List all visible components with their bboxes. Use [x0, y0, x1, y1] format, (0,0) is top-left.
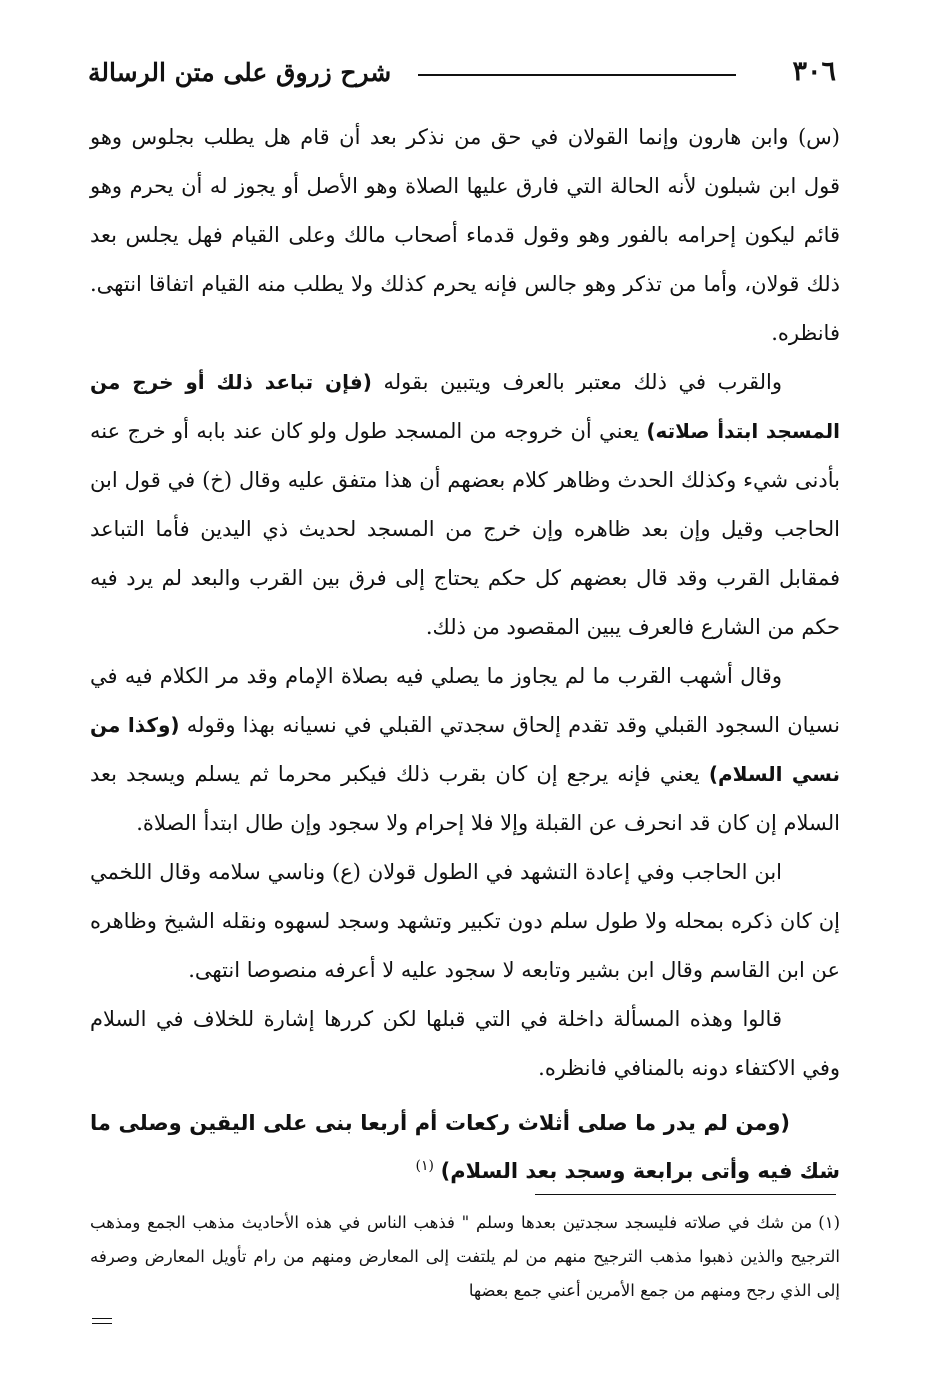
continuation-mark — [92, 1318, 112, 1319]
footnotes — [90, 1206, 840, 1308]
matn-question — [90, 1099, 840, 1195]
paragraph-1: (س) وابن هارون وإنما القولان في حق من نذكر بعد أن قام هل يطلب بجلوس وهو قول ابن شبلون لأنه الحالة التي فارق عليها الصلاة وهو الأصل أو يجوز له أن يحرم وهو قائم ليكون إحرامه بالفور وهو وقول قدماء أصحاب مالك وعلى القيام فهل يجلس بعد ذلك قولان، وأما من تذكر وهو جالس فإنه يحرم كذلك ولا يطلب منه القيام اتفاقا انتهى. فانظره. — [90, 125, 840, 345]
matn-quote-3: (ومن لم يدر ما صلى أثلاث ركعات أم أربعا بنى على اليقين وصلى ما شك فيه وأتى برابعة وسجد بعد السلام) — [90, 1111, 840, 1183]
footnote-reference: (١) — [415, 1158, 434, 1174]
page-number: ٣٠٦ — [792, 56, 836, 87]
paragraph-3 — [90, 652, 840, 848]
footnote-number: (١) — [818, 1213, 840, 1232]
header-rule — [418, 74, 736, 76]
paragraph-2 — [90, 358, 840, 652]
footnote-text: من شك في صلاته فليسجد سجدتين بعدها وسلم " فذهب الناس في هذه الأحاديث مذهب الجمع ومذهب الترجيح والذين ذهبوا مذهب الترجيح منهم من لم يلتفت إلى المعارض ومنهم من رام تأويل المعارض وصرفه إلى الذي رجح ومنهم من جمع الأمرين أعني جمع بعضها — [90, 1213, 840, 1300]
paragraph-4: ابن الحاجب وفي إعادة التشهد في الطول قولان (ع) وناسي سلامه وقال اللخمي إن كان ذكره بمحله ولا طول سلم دون تكبير وتشهد وسجد لسهوه ونقله الشيخ وظاهره عن ابن القاسم وقال ابن بشير وتابعه لا سجود عليه لا أعرفه منصوصا انتهى. — [90, 860, 840, 982]
footnote-1 — [90, 1206, 840, 1308]
paragraph-2-commentary: يعني أن خروجه من المسجد طول ولو كان عند بابه أو خرج عنه بأدنى شيء وكذلك الحدث وظاهر كلام بعضهم أن هذا متفق عليه وقال (خ) في قول ابن الحاجب وقيل وإن بعد ظاهره وإن خرج من المسجد لحديث ذي اليدين فأما التباعد فمقابل القرب وقد قال بعضهم كل حكم يحتاج إلى فرق بين القرب والبعد لم يرد فيه حكم من الشارع فالعرف يبين المقصود من ذلك. — [90, 419, 840, 639]
body-text — [90, 113, 840, 1195]
matn-quote-1: (فإن تباعد ذلك أو خرج من المسجد ابتدأ صلاته) — [90, 370, 840, 443]
running-title: شرح زروق على متن الرسالة — [88, 58, 392, 87]
footnote-separator — [535, 1194, 836, 1195]
paragraph-5: قالوا وهذه المسألة داخلة في التي قبلها لكن كررها إشارة للخلاف في السلام وفي الاكتفاء دونه بالمنافي فانظره. — [90, 1007, 840, 1080]
matn-quote-2: (وكذا من نسي السلام) — [90, 713, 840, 786]
page-header — [88, 52, 836, 100]
paragraph-2-lead: والقرب في ذلك معتبر بالعرف ويتبين بقوله — [383, 370, 782, 394]
paragraph-3-lead: وقال أشهب القرب ما لم يجاوز ما يصلي فيه بصلاة الإمام وقد مر الكلام فيه في نسيان السجود القبلي وقد تقدم إلحاق سجدتي القبلي في نسيانه بهذا وقوله — [90, 664, 840, 737]
paragraph-3-commentary: يعني فإنه يرجع إن كان بقرب ذلك فيكبر محرما ثم يسلم ويسجد بعد السلام إن كان قد انحرف عن القبلة وإلا فلا إحرام ولا سجود وإن طال ابتدأ الصلاة. — [90, 762, 840, 835]
